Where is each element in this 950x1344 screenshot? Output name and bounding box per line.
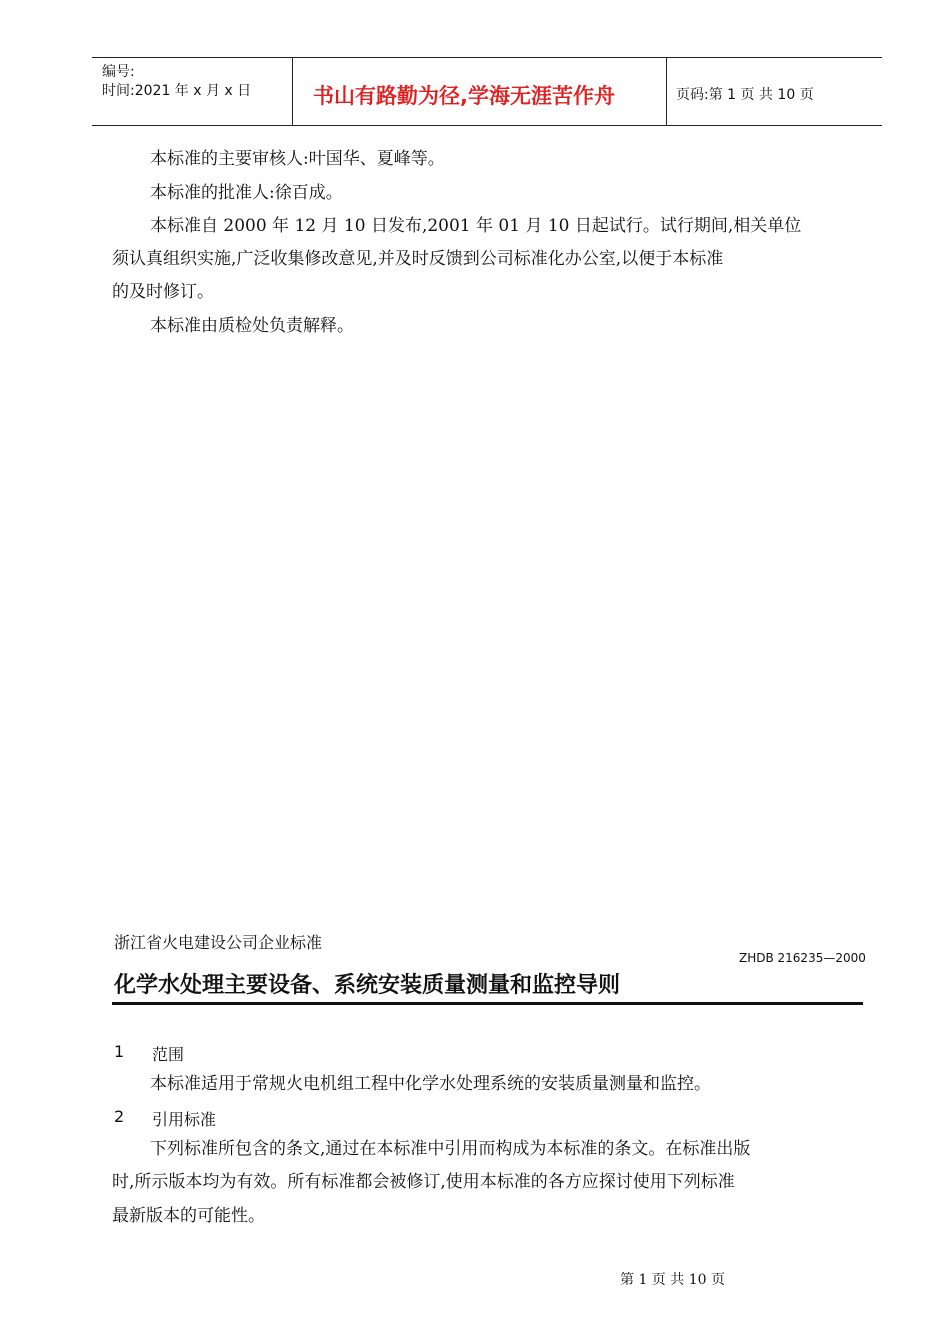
section-1-number: 1 (114, 1042, 125, 1061)
preface-release-line-1: 本标准自 2000 年 12 月 10 日发布,2001 年 01 月 10 日起试行。试行期间,相关单位 (150, 216, 802, 236)
preface-approver: 本标准的批准人:徐百成。 (150, 183, 343, 203)
standard-code: ZHDB 216235—2000 (739, 951, 866, 965)
section-2-number: 2 (114, 1107, 125, 1126)
section-1-title: 范围 (152, 1045, 185, 1064)
header-bottom-rule (92, 125, 882, 126)
section-2-line-3: 最新版本的可能性。 (112, 1206, 265, 1226)
preface-reviewers: 本标准的主要审核人:叶国华、夏峰等。 (150, 149, 445, 169)
title-rule (112, 1002, 863, 1005)
footer-page-number: 第 1 页 共 10 页 (620, 1272, 725, 1288)
section-2-title: 引用标准 (152, 1110, 217, 1129)
preface-release-line-2: 须认真组织实施,广泛收集修改意见,并及时反馈到公司标准化办公室,以便于本标准 (112, 249, 724, 269)
header-divider-right (666, 57, 667, 125)
section-2-line-1: 下列标准所包含的条文,通过在本标准中引用而构成为本标准的条文。在标准出版 (150, 1139, 751, 1159)
header-top-rule (92, 57, 882, 58)
standard-organization: 浙江省火电建设公司企业标准 (114, 933, 323, 952)
preface-interpretation: 本标准由质检处负责解释。 (150, 316, 354, 336)
standard-title: 化学水处理主要设备、系统安装质量测量和监控导则 (114, 973, 621, 998)
section-1-line-1: 本标准适用于常规火电机组工程中化学水处理系统的安装质量测量和监控。 (150, 1074, 711, 1094)
header-motto: 书山有路勤为径,学海无涯苦作舟 (313, 84, 615, 108)
header-time-label: 时间:2021 年 x 月 x 日 (102, 83, 252, 99)
header-number-label: 编号: (102, 64, 135, 80)
section-2-line-2: 时,所示版本均为有效。所有标准都会被修订,使用本标准的各方应探讨使用下列标准 (112, 1172, 735, 1192)
header-divider-left (292, 57, 293, 125)
header-page-info: 页码:第 1 页 共 10 页 (676, 87, 814, 103)
preface-release-line-3: 的及时修订。 (112, 282, 214, 302)
